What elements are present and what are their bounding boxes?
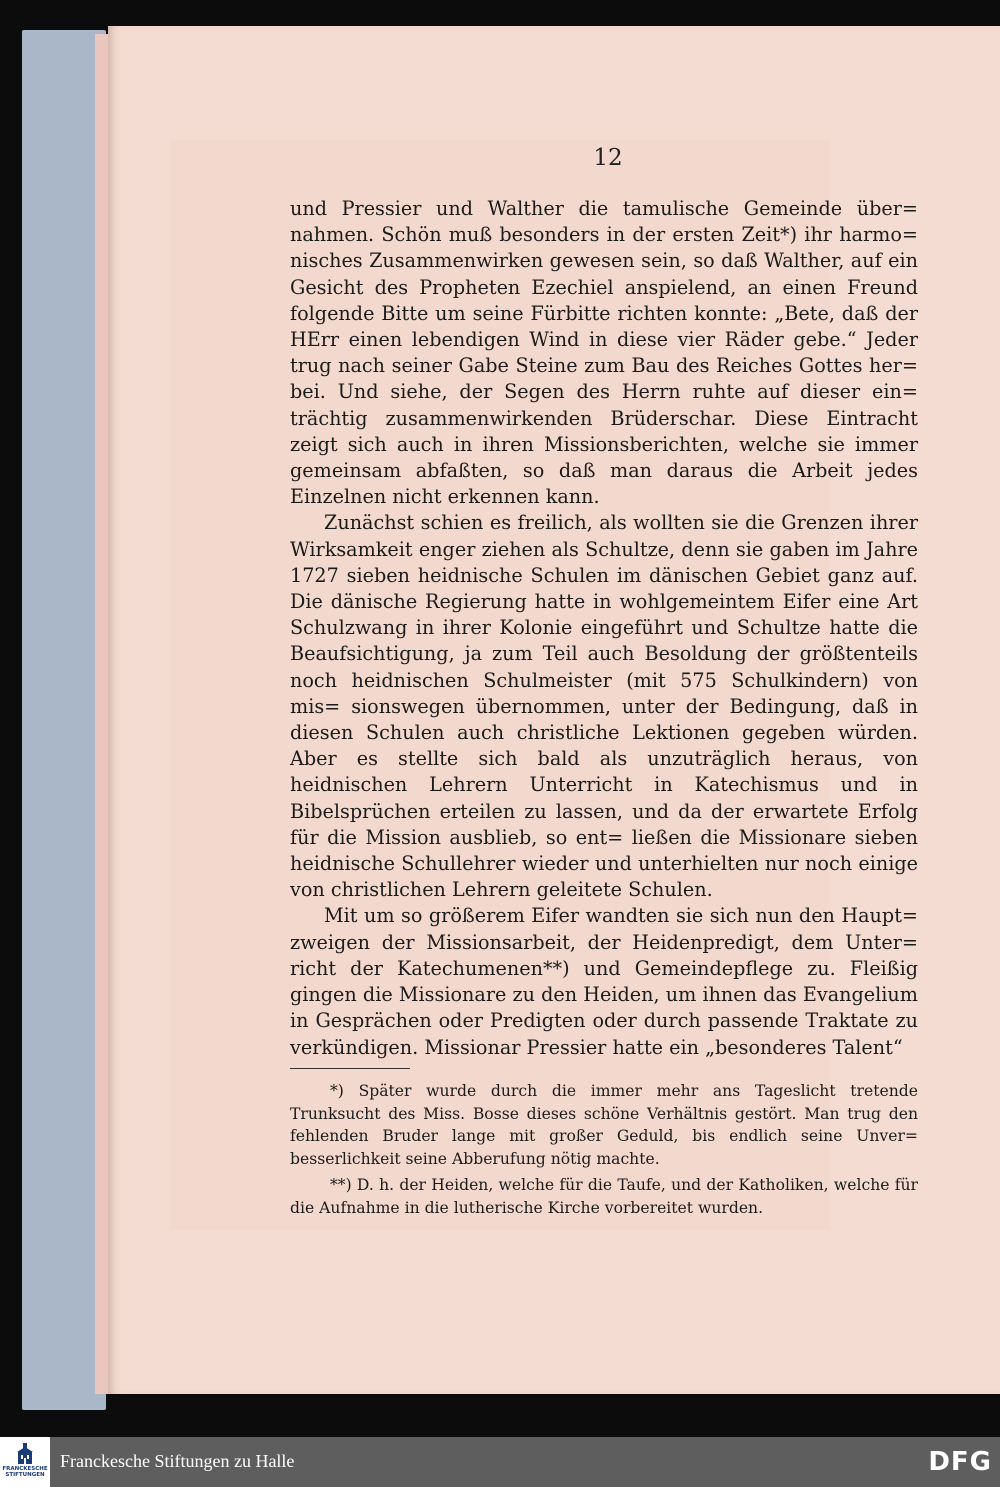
- footnote-separator: [290, 1068, 410, 1069]
- footnotes: [290, 1080, 918, 1220]
- footer-title-link[interactable]: Franckesche Stiftungen zu Halle: [60, 1451, 295, 1471]
- institution-logo[interactable]: [0, 1437, 50, 1487]
- book-cover-edge: [22, 30, 106, 1410]
- footnote: **) D. h. der Heiden, welche für die Taufe, und der Katholiken, welche für die Aufnahme in die lutherische Kirche vorbereitet wurden.: [290, 1176, 918, 1217]
- footnote: *) Später wurde durch die immer mehr ans Tageslicht tretende Trunksucht des Miss. Bosse dieses schöne Verhältnis gestört. Man trug den fehlenden Bruder lange mit großer Geduld, bis endlich seine Unver= besserlichkeit seine Abberufung nötig machte.: [290, 1082, 918, 1168]
- building-icon: [16, 1443, 34, 1465]
- paragraph: und Pressier und Walther die tamulische Gemeinde über= nahmen. Schön muß besonders in der ersten Zeit*) ihr harmo= nisches Zusammenwirken gewesen sein, so daß Walther, auf ein Gesicht des Propheten Ezechiel anspielend, an einen Freund folgende Bitte um seine Fürbitte richten konnte: „Bete, daß der HErr einen lebendigen Wind in diese vier Räder gebe.“ Jeder trug nach seiner Gabe Steine zum Bau des Reiches Gottes her= bei. Und siehe, der Segen des Herrn ruhte auf dieser ein= trächtig zusammenwirkenden Brüderschar. Diese Eintracht zeigt sich auch in ihren Missionsberichten, welche sie immer gemeinsam abfaßten, so daß man daraus die Arbeit jedes Einzelnen nicht erkennen kann.: [290, 197, 918, 509]
- dfg-logo[interactable]: DFG: [928, 1447, 992, 1477]
- logo-caption: FRANCKESCHE STIFTUNGEN: [2, 1466, 48, 1478]
- body-text: [290, 196, 918, 1061]
- page-number: 12: [593, 145, 623, 171]
- viewer-footer: [0, 1437, 1000, 1487]
- paragraph: Mit um so größerem Eifer wandten sie sich nun den Haupt= zweigen der Missionsarbeit, der Heidenpredigt, dem Unter= richt der Katechumenen**) und Gemeindepflege zu. Fleißig gingen die Missionare zu den Heiden, um ihnen das Evangelium in Gesprächen oder Predigten oder durch passende Traktate zu verkündigen. Missionar Pressier hatte ein „besonderes Talent“: [290, 904, 918, 1059]
- paragraph: Zunächst schien es freilich, als wollten sie die Grenzen ihrer Wirksamkeit enger ziehen als Schultze, denn sie gaben im Jahre 1727 sieben heidnische Schulen im dänischen Gebiet ganz auf. Die dänische Regierung hatte in wohlgemeintem Eifer eine Art Schulzwang in ihrer Kolonie eingeführt und Schultze hatte die Beaufsichtigung, ja zum Teil auch Besoldung der größtenteils noch heidnischen Schulmeister (mit 575 Schulkindern) von mis= sionswegen übernommen, unter der Bedingung, daß in diesen Schulen auch christliche Lektionen gegeben würden. Aber es stellte sich bald als unzuträglich heraus, von heidnischen Lehrern Unterricht in Katechismus und in Bibelsprüchen erteilen zu lassen, und da der erwartete Erfolg für die Mission ausblieb, so ent= ließen die Missionare sieben heidnische Schullehrer wieder und unterhielten nur noch einige von christlichen Lehrern geleitete Schulen.: [290, 511, 918, 902]
